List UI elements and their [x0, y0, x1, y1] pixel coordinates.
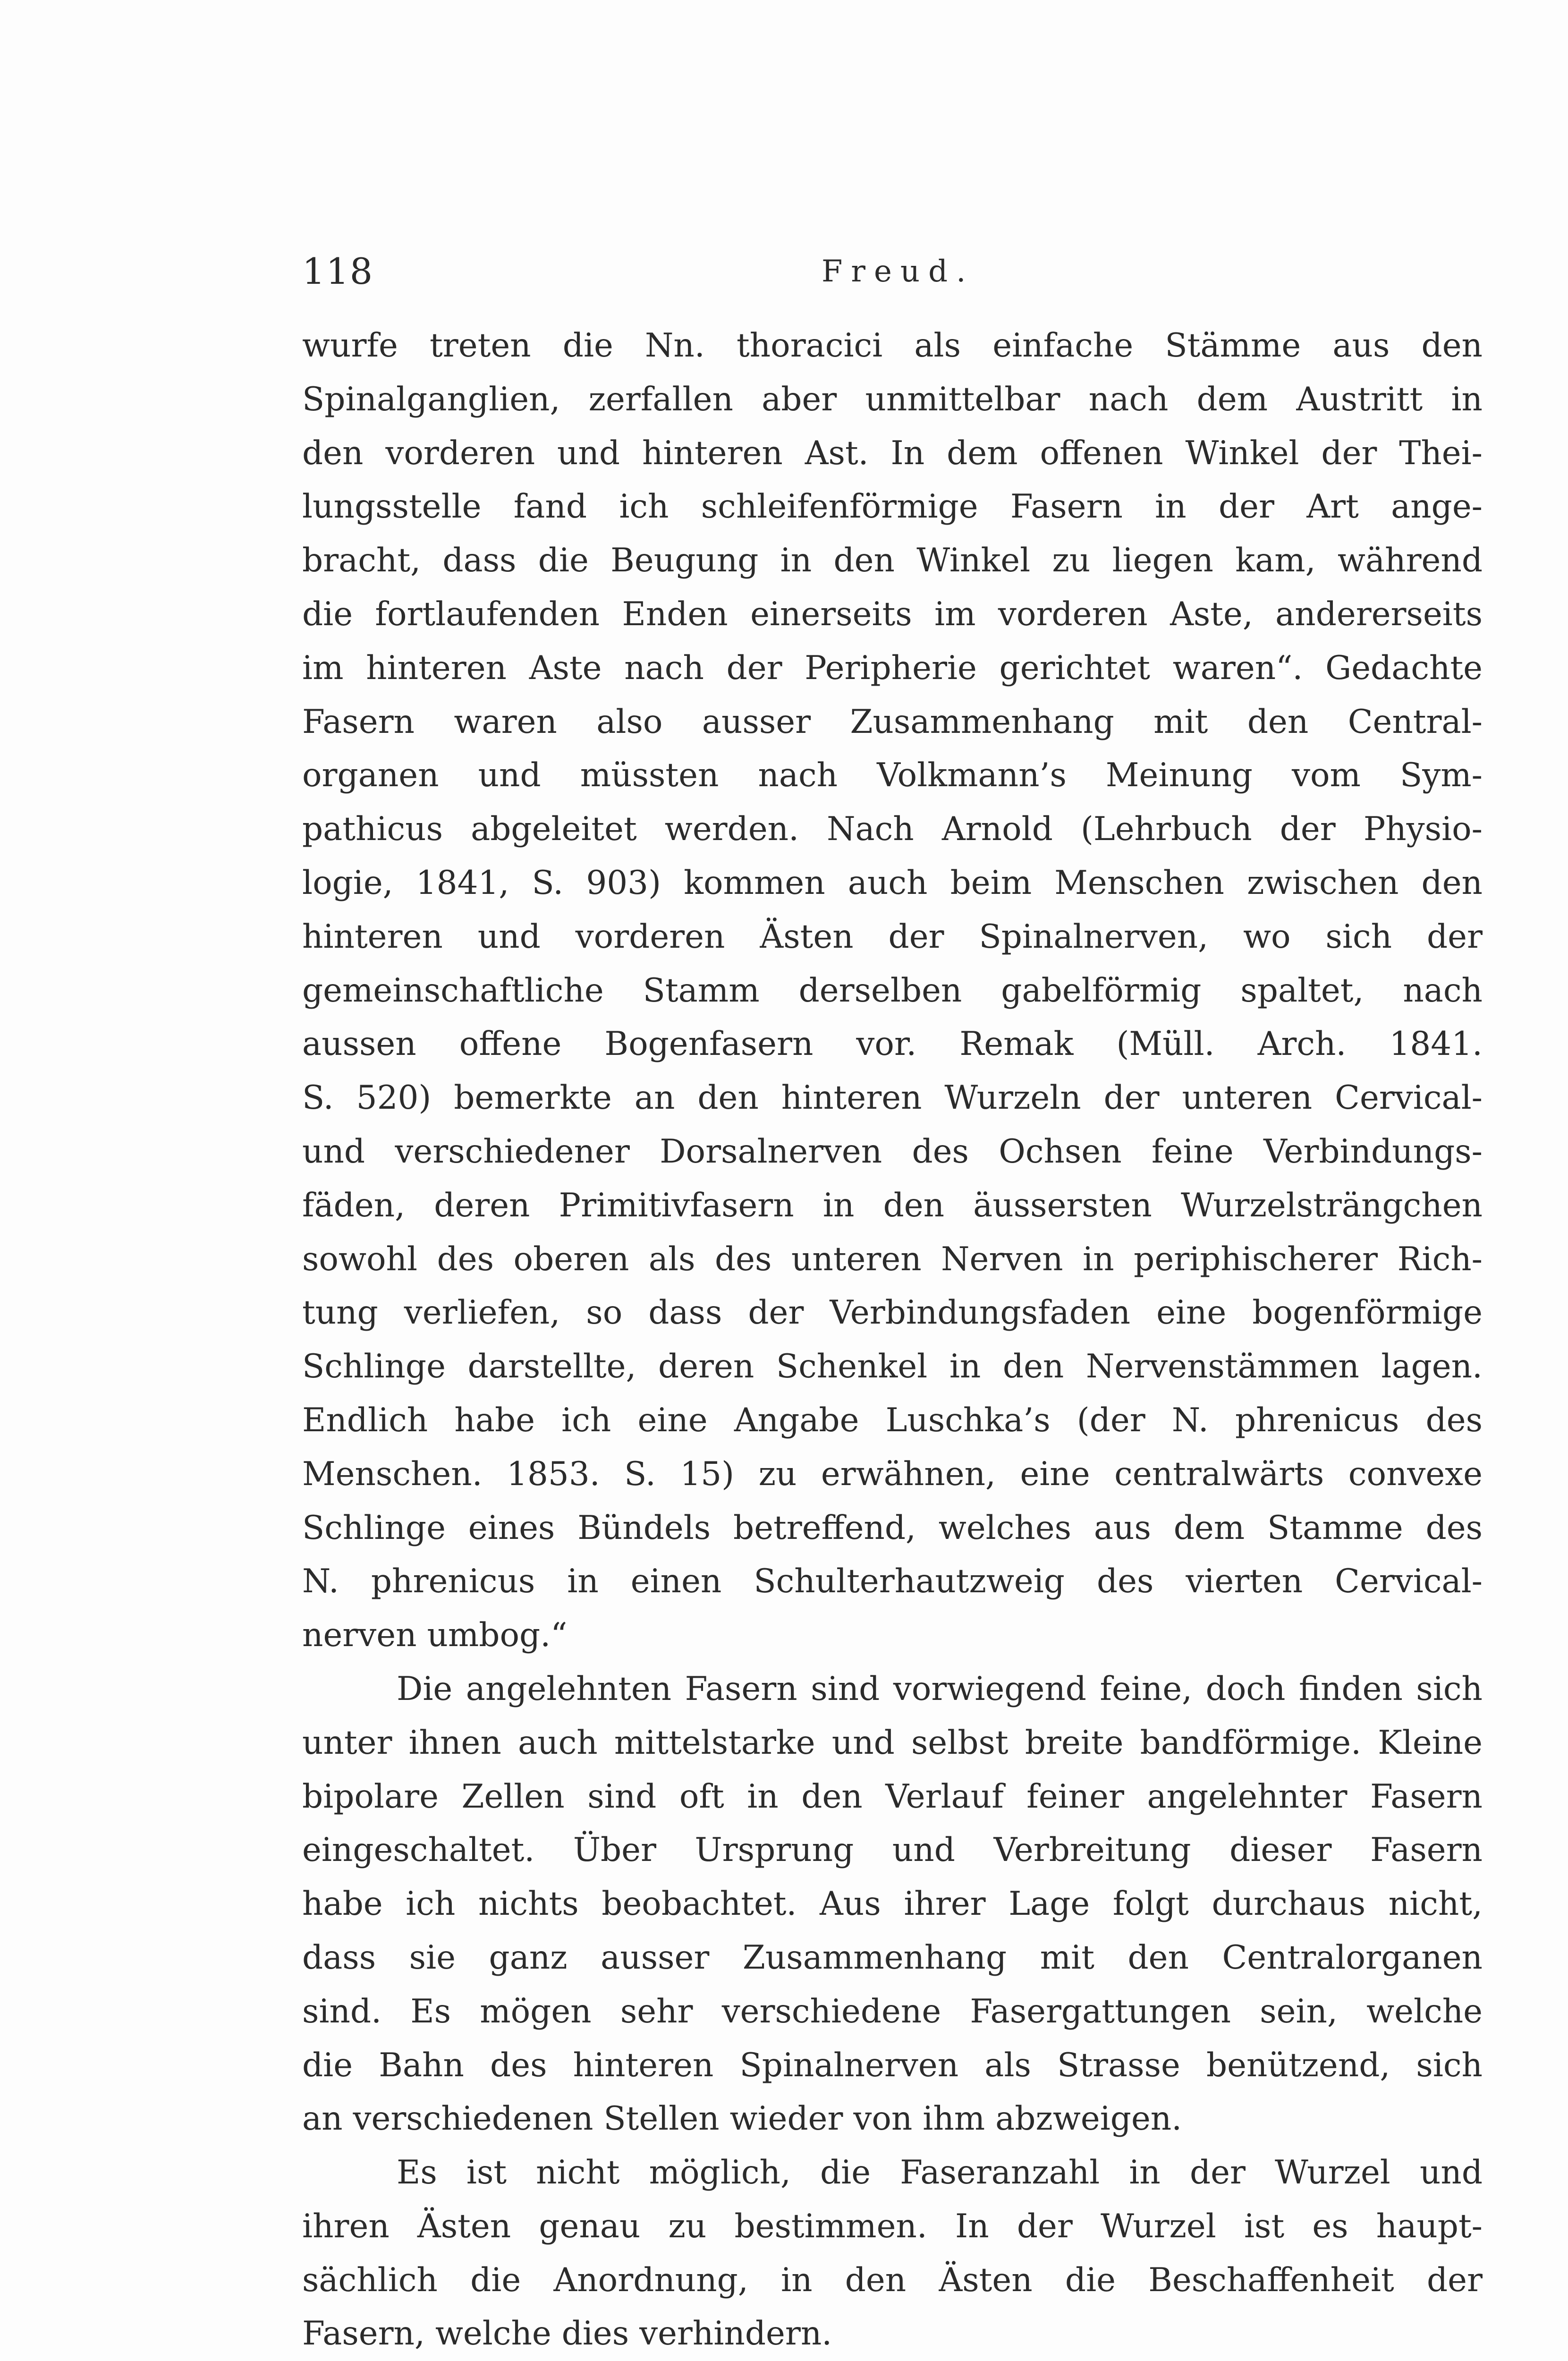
text-line: gemeinschaftliche Stamm derselben gabelförmig spaltet, nach: [302, 971, 1483, 1010]
text-line: sind. Es mögen sehr verschiedene Fasergattungen sein, welche: [302, 1992, 1483, 2030]
text-line: die fortlaufenden Enden einerseits im vorderen Aste, andererseits: [302, 595, 1483, 633]
text-line: Spinalganglien, zerfallen aber unmittelbar nach dem Austritt in: [302, 380, 1483, 418]
text-line: N. phrenicus in einen Schulterhautzweig des vierten Cervical-: [302, 1563, 1483, 1601]
text-line: Menschen. 1853. S. 15) zu erwähnen, eine centralwärts convexe: [302, 1455, 1483, 1493]
paragraph-3: [302, 2146, 1483, 2361]
text-line: den vorderen und hinteren Ast. In dem offenen Winkel der Thei-: [302, 434, 1483, 472]
text-line: Fasern waren also ausser Zusammenhang mit den Central-: [302, 703, 1483, 741]
text-line: sowohl des oberen als des unteren Nerven in periphischerer Rich-: [302, 1240, 1483, 1278]
text-line: Die angelehnten Fasern sind vorwiegend feine, doch finden sich: [397, 1670, 1483, 1708]
text-line: Schlinge darstellte, deren Schenkel in den Nervenstämmen lagen.: [302, 1348, 1483, 1386]
paragraph-1: [302, 319, 1483, 1663]
text-line: im hinteren Aste nach der Peripherie gerichtet waren“. Gedachte: [302, 649, 1483, 687]
text-line: dass sie ganz ausser Zusammenhang mit den Centralorganen: [302, 1938, 1483, 1977]
text-line: Schlinge eines Bündels betreffend, welches aus dem Stamme des: [302, 1509, 1483, 1547]
page-number: 118: [302, 250, 374, 292]
text-line: aussen offene Bogenfasern vor. Remak (Müll. Arch. 1841.: [302, 1025, 1483, 1063]
text-line: Fasern, welche dies verhindern.: [302, 2315, 832, 2353]
running-head: Freud.: [822, 254, 975, 289]
text-line: hinteren und vorderen Ästen der Spinalnerven, wo sich der: [302, 917, 1483, 956]
text-line: organen und müssten nach Volkmann’s Meinung vom Sym-: [302, 756, 1483, 795]
text-line: die Bahn des hinteren Spinalnerven als Strasse benützend, sich: [302, 2046, 1483, 2084]
page-header: [302, 246, 975, 297]
text-line: logie, 1841, S. 903) kommen auch beim Menschen zwischen den: [302, 864, 1483, 902]
text-line: unter ihnen auch mittelstarke und selbst breite bandförmige. Kleine: [302, 1724, 1483, 1762]
text-line: nerven umbog.“: [302, 1616, 568, 1655]
text-line: Es ist nicht möglich, die Faseranzahl in der Wurzel und: [397, 2154, 1483, 2192]
text-line: bipolare Zellen sind oft in den Verlauf feiner angelehnter Fasern: [302, 1777, 1483, 1816]
text-line: S. 520) bemerkte an den hinteren Wurzeln der unteren Cervical-: [302, 1079, 1483, 1117]
text-line: fäden, deren Primitivfasern in den äussersten Wurzelsträngchen: [302, 1186, 1483, 1224]
text-line: tung verliefen, so dass der Verbindungsfaden eine bogenförmige: [302, 1294, 1483, 1332]
text-line: an verschiedenen Stellen wieder von ihm abzweigen.: [302, 2100, 1182, 2138]
text-line: habe ich nichts beobachtet. Aus ihrer Lage folgt durchaus nicht,: [302, 1885, 1483, 1923]
text-line: pathicus abgeleitet werden. Nach Arnold (Lehrbuch der Physio-: [302, 810, 1483, 849]
text-line: und verschiedener Dorsalnerven des Ochsen feine Verbindungs-: [302, 1132, 1483, 1171]
text-line: wurfe treten die Nn. thoracici als einfache Stämme aus den: [302, 327, 1483, 365]
text-line: lungsstelle fand ich schleifenförmige Fasern in der Art ange-: [302, 488, 1483, 526]
body-text: [302, 319, 1483, 2361]
text-line: ihren Ästen genau zu bestimmen. In der Wurzel ist es haupt-: [302, 2207, 1483, 2245]
paragraph-2: [302, 1663, 1483, 2146]
text-line: bracht, dass die Beugung in den Winkel zu liegen kam, während: [302, 542, 1483, 580]
text-line: sächlich die Anordnung, in den Ästen die Beschaffenheit der: [302, 2261, 1483, 2299]
text-line: eingeschaltet. Über Ursprung und Verbreitung dieser Fasern: [302, 1831, 1483, 1869]
text-line: Endlich habe ich eine Angabe Luschka’s (der N. phrenicus des: [302, 1401, 1483, 1439]
